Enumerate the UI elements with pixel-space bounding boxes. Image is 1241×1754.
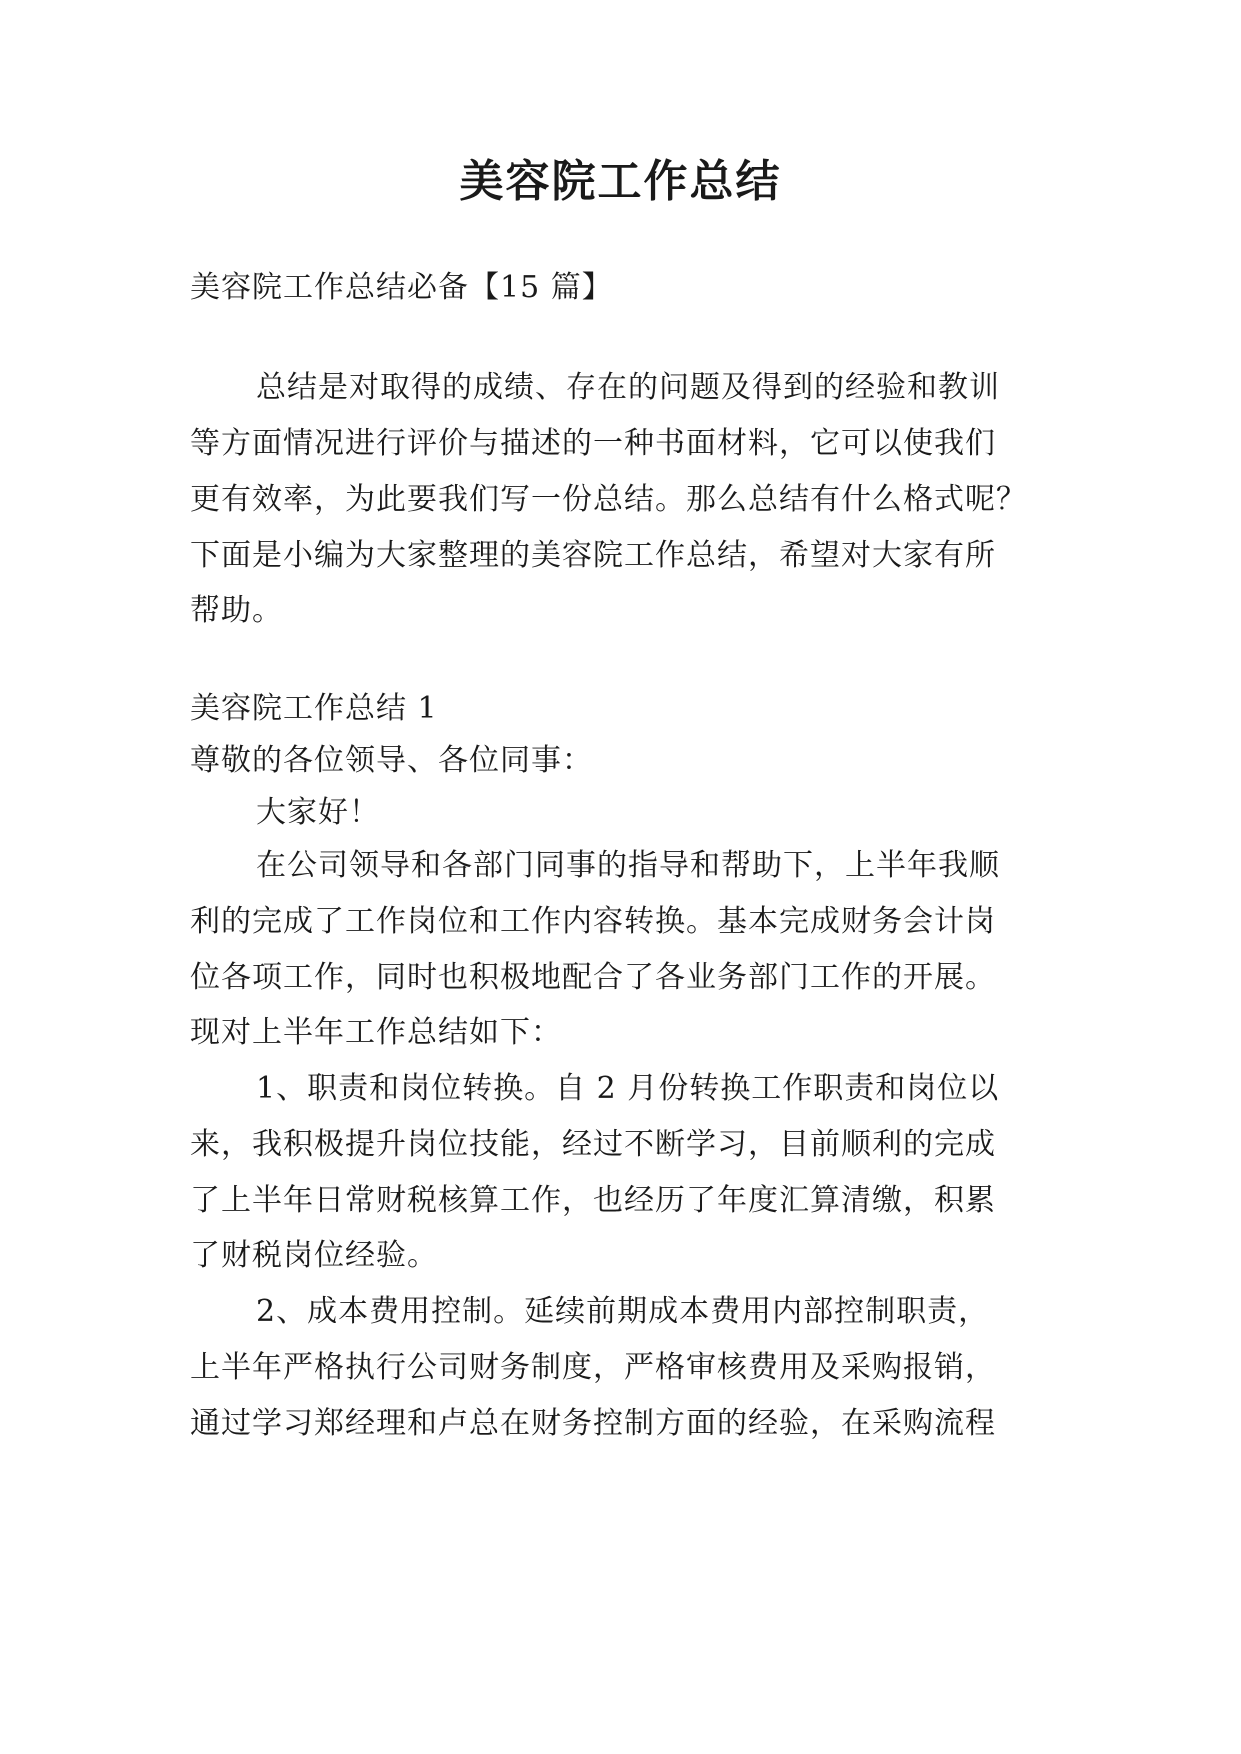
body-line: 2、成本费用控制。延续前期成本费用内部控制职责， (256, 1294, 990, 1329)
intro-line: 帮助。 (190, 593, 283, 628)
body-line: 上半年严格执行公司财务制度，严格审核费用及采购报销， (190, 1350, 996, 1385)
body-line: 来，我积极提升岗位技能，经过不断学习，目前顺利的完成 (190, 1127, 996, 1162)
body-line: 了财税岗位经验。 (190, 1238, 438, 1273)
salutation: 尊敬的各位领导、各位同事： (190, 743, 593, 778)
body-line: 了上半年日常财税核算工作，也经历了年度汇算清缴，积累 (190, 1183, 996, 1218)
body-line: 通过学习郑经理和卢总在财务控制方面的经验，在采购流程 (190, 1406, 996, 1441)
body-line: 位各项工作，同时也积极地配合了各业务部门工作的开展。 (190, 960, 996, 995)
document-subtitle: 美容院工作总结必备【15 篇】 (190, 270, 613, 305)
intro-line: 等方面情况进行评价与描述的一种书面材料，它可以使我们 (190, 426, 996, 461)
body-line: 利的完成了工作岗位和工作内容转换。基本完成财务会计岗 (190, 904, 996, 939)
section-heading: 美容院工作总结 1 (190, 691, 438, 726)
intro-line: 下面是小编为大家整理的美容院工作总结，希望对大家有所 (190, 538, 996, 573)
intro-line: 更有效率，为此要我们写一份总结。那么总结有什么格式呢？ (190, 482, 1027, 517)
greeting: 大家好！ (256, 795, 380, 830)
document-title: 美容院工作总结 (459, 156, 782, 207)
body-line: 现对上半年工作总结如下： (190, 1015, 562, 1050)
body-line: 在公司领导和各部门同事的指导和帮助下，上半年我顺 (256, 848, 1000, 883)
intro-line: 总结是对取得的成绩、存在的问题及得到的经验和教训 (256, 370, 1000, 405)
body-line: 1、职责和岗位转换。自 2 月份转换工作职责和岗位以 (256, 1071, 1000, 1106)
